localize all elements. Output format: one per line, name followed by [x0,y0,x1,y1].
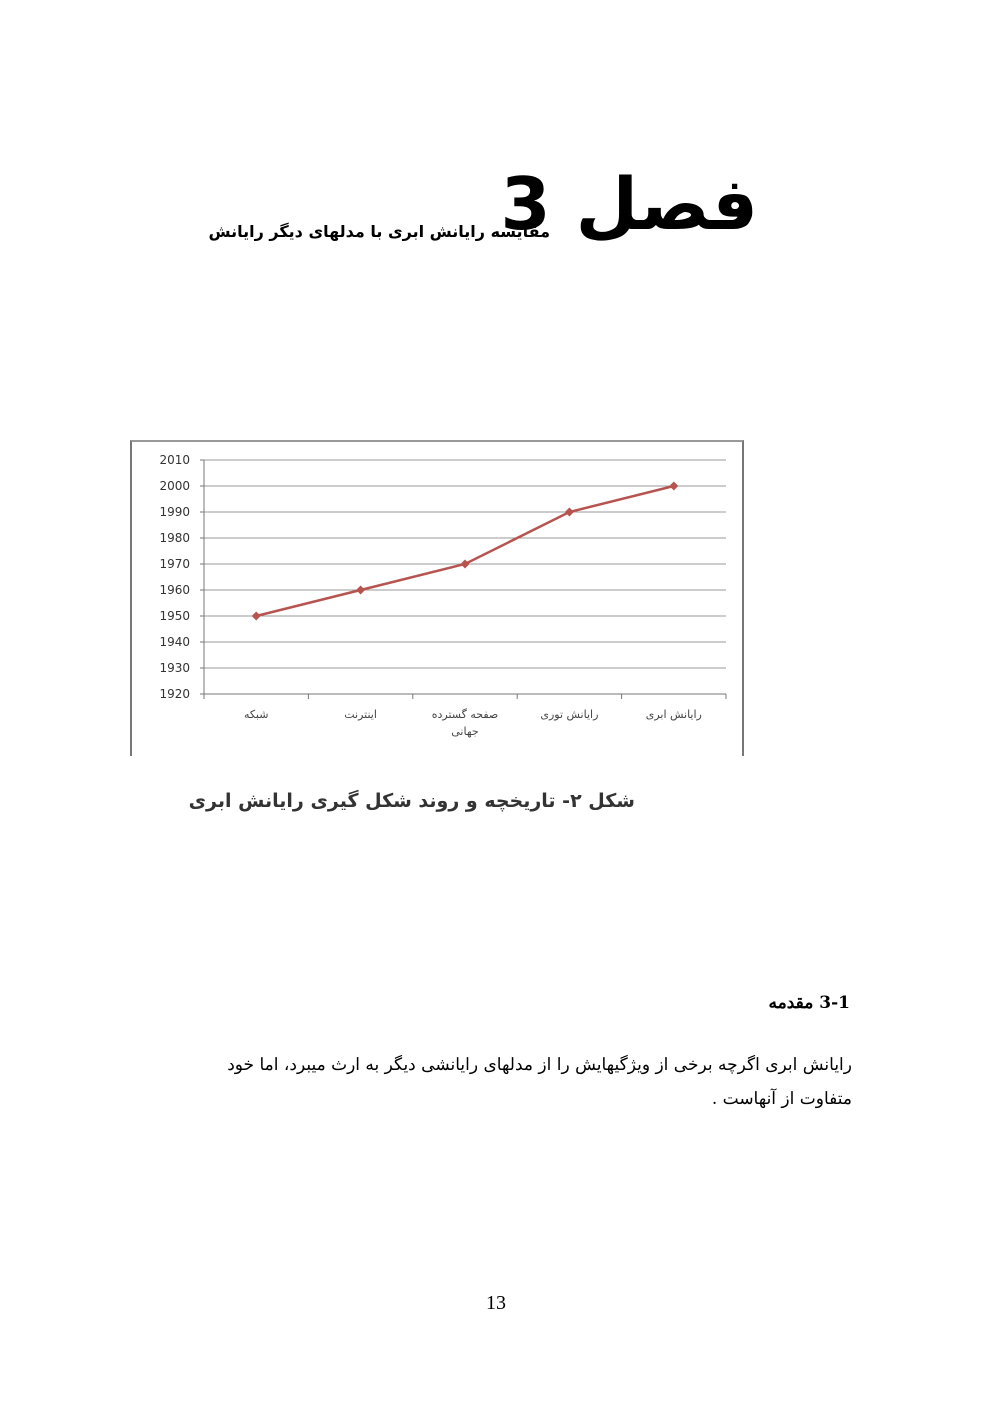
x-tick-label: اینترنت [344,708,377,721]
chart-frame [130,440,744,756]
y-tick-label: 1950 [159,609,190,623]
data-point [565,508,574,517]
y-tick-label: 1960 [159,583,190,597]
body-line: رایانش ابری اگرچه برخی از ویژگیهایش را از مدلهای رایانشی دیگر به ارث میبرد، اما خود [227,1055,852,1075]
body-paragraph [148,1048,852,1116]
section-heading: 3-1 مقدمه [768,993,850,1013]
data-point [461,560,470,569]
y-tick-label: 1980 [159,531,190,545]
series-line [256,486,674,616]
page-number: 13 [486,1292,506,1314]
x-tick-label: رایانش توری [540,708,599,721]
chapter-title: فصل 3 [500,162,758,246]
y-tick-label: 1940 [159,635,190,649]
y-tick-label: 1970 [159,557,190,571]
y-tick-label: 2010 [159,453,190,467]
figure-caption: شکل ۲- تاریخچه و روند شکل گیری رایانش ابری [188,790,635,812]
y-tick-label: 1920 [159,687,190,701]
line-chart [132,442,746,758]
body-line: متفاوت از آنهاست . [711,1089,852,1109]
data-point [356,586,365,595]
y-tick-label: 2000 [159,479,190,493]
y-tick-label: 1930 [159,661,190,675]
x-tick-label: رایانش ابری [645,708,702,721]
x-tick-label: صفحه گسترده جهانی [431,708,499,738]
data-point [669,482,678,491]
y-tick-label: 1990 [159,505,190,519]
x-tick-label: شبکه [243,708,269,721]
data-point [252,612,261,621]
chapter-subtitle: مقایسه رایانش ابری با مدلهای دیگر رایانش [208,222,550,241]
